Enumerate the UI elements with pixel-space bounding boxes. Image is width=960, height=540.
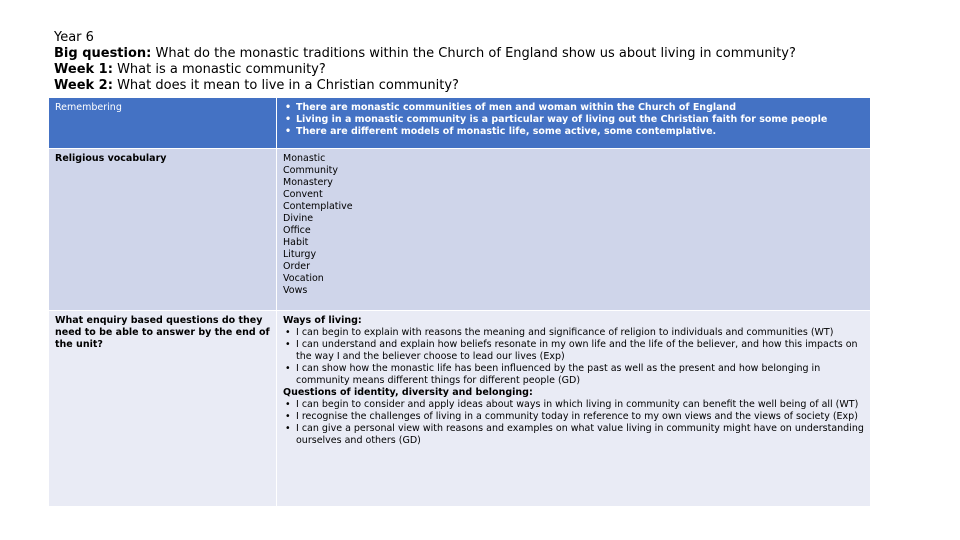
year-heading (54, 30, 934, 46)
vocabulary-row (49, 149, 871, 311)
vocab-word: Liturgy (283, 249, 317, 260)
vocab-word: Convent (283, 189, 323, 200)
identity-bullets (283, 399, 864, 447)
year-label: Year 6 (54, 30, 94, 45)
vocab-word: Order (283, 261, 310, 272)
vocab-word: Monastery (283, 177, 333, 188)
vocabulary-label: Religious vocabulary (55, 153, 167, 164)
vocab-word: Vows (283, 285, 308, 296)
ways-of-living-bullets (283, 327, 864, 387)
remembering-bullet: • Living in a monastic community is a particular way of living out the Christian faith for some people (283, 114, 864, 126)
remembering-label-cell (49, 98, 277, 149)
enquiry-bullet: • I recognise the challenges of living in a community today in reference to my own views and the views of society (Exp) (283, 411, 864, 423)
remembering-bullet: • There are monastic communities of men and woman within the Church of England (283, 102, 864, 114)
enquiry-bullet: • I can begin to consider and apply ideas about ways in which living in community can benefit the well being of all (WT) (283, 399, 864, 411)
big-question-text: What do the monastic traditions within the Church of England show us about living in community? (151, 46, 796, 61)
remembering-bullet: • There are different models of monastic life, some active, some contemplative. (283, 126, 864, 138)
week-2-question (54, 78, 934, 94)
vocab-word: Divine (283, 213, 314, 224)
ways-of-living-title: Ways of living: (283, 315, 362, 326)
remembering-bullets (283, 102, 864, 138)
enquiry-label-cell (49, 311, 277, 507)
vocabulary-label-cell (49, 149, 277, 311)
identity-title: Questions of identity, diversity and belonging: (283, 387, 533, 398)
page-header (54, 30, 934, 94)
enquiry-row (49, 311, 871, 507)
big-question (54, 46, 934, 62)
vocab-word: Monastic (283, 153, 326, 164)
enquiry-label: What enquiry based questions do they need to be able to answer by the end of the unit? (55, 315, 270, 350)
vocab-word: Habit (283, 237, 309, 248)
vocabulary-content-cell (277, 149, 871, 311)
week-2-text: What does it mean to live in a Christian community? (112, 78, 459, 93)
remembering-row (49, 98, 871, 149)
big-question-label: Big question: (54, 46, 152, 61)
week-2-label: Week 2: (54, 78, 113, 93)
vocab-word: Office (283, 225, 311, 236)
enquiry-content-cell (277, 311, 871, 507)
remembering-content-cell (277, 98, 871, 149)
week-1-text: What is a monastic community? (112, 62, 326, 77)
planning-table (48, 97, 871, 507)
vocab-word: Contemplative (283, 201, 353, 212)
enquiry-bullet: • I can understand and explain how beliefs resonate in my own life and the life of the believer, and how this impacts on the way I and the believer choose to lead our lives (Exp) (283, 339, 864, 363)
enquiry-bullet: • I can show how the monastic life has been influenced by the past as well as the present and how belonging in community means different things for different people (GD) (283, 363, 864, 387)
remembering-label: Remembering (55, 102, 122, 113)
enquiry-bullet: • I can give a personal view with reasons and examples on what value living in community might have on understanding ourselves and others (GD) (283, 423, 864, 447)
enquiry-bullet: • I can begin to explain with reasons the meaning and significance of religion to individuals and communities (WT) (283, 327, 864, 339)
vocab-word: Vocation (283, 273, 324, 284)
week-1-question (54, 62, 934, 78)
week-1-label: Week 1: (54, 62, 113, 77)
vocab-word: Community (283, 165, 338, 176)
